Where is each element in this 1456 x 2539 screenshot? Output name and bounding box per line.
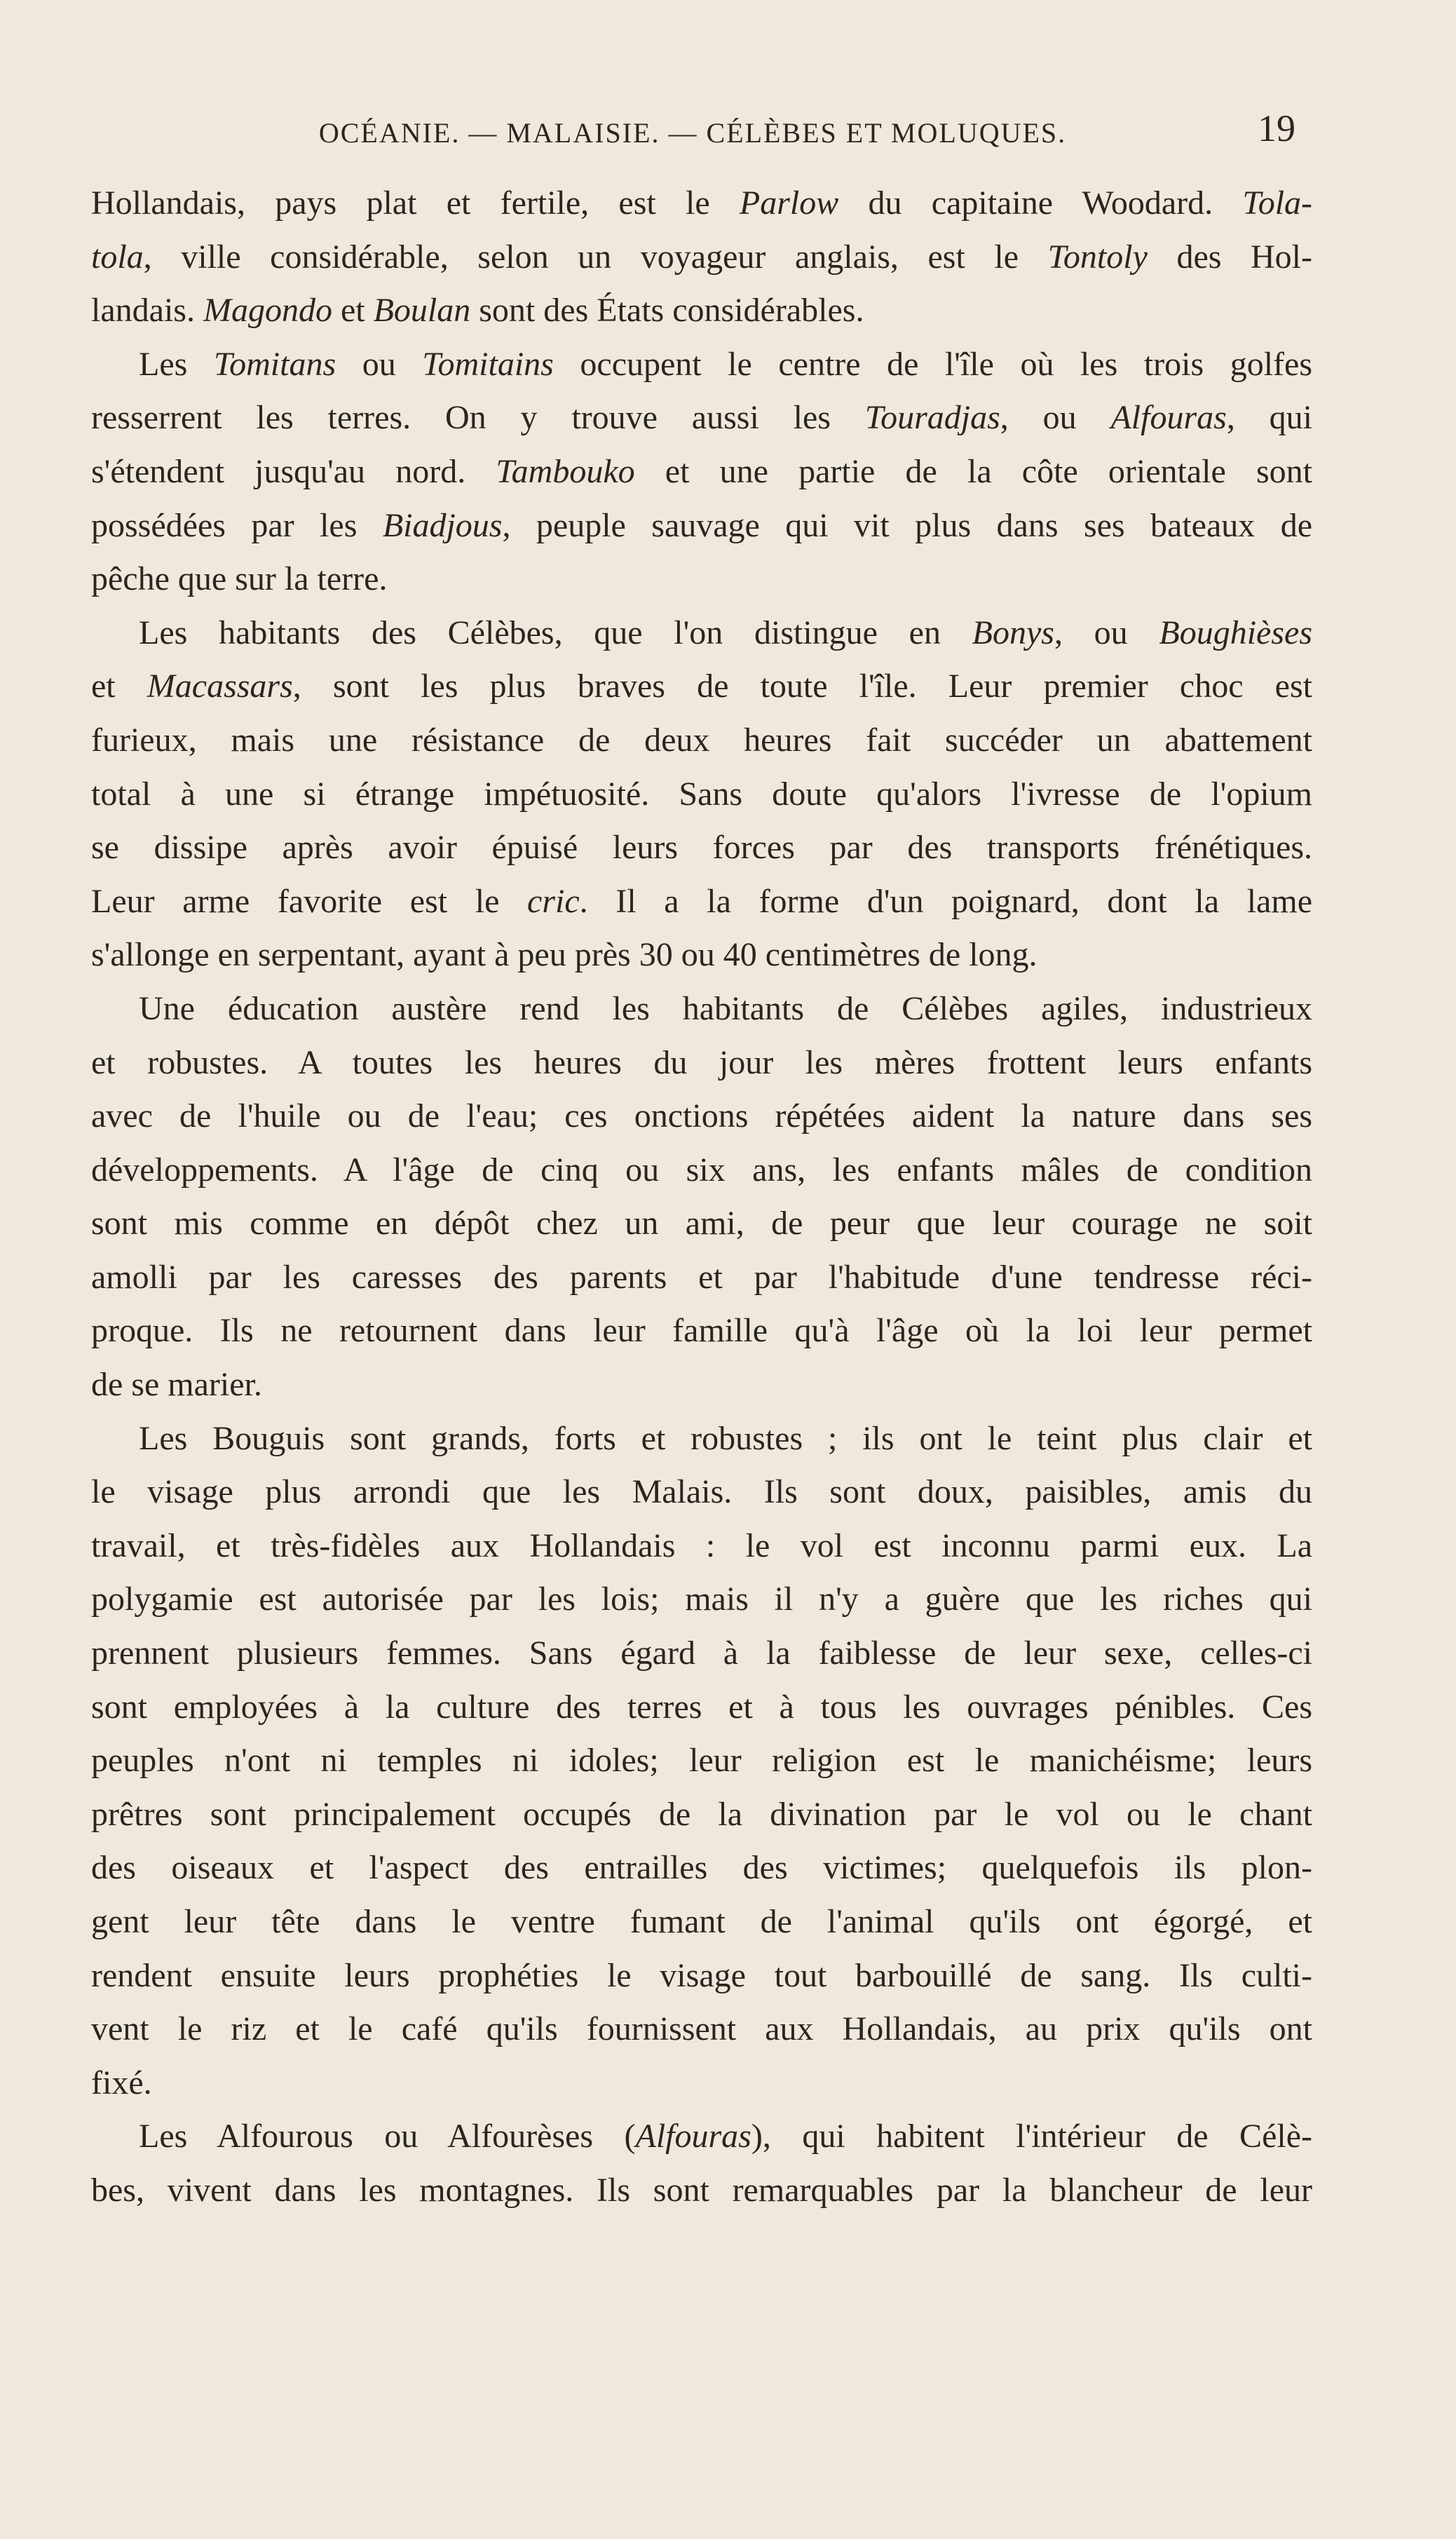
text-line	[91, 1949, 1312, 2003]
text-run: rendent ensuite leurs prophéties le visage tout barbouillé de sang. Ils culti-	[91, 1956, 1312, 1994]
text-line	[91, 2110, 1312, 2164]
text-run: . Il a la forme d'un poignard, dont la lame	[579, 882, 1313, 920]
text-run: , qui	[1226, 399, 1313, 437]
text-line	[91, 284, 1312, 338]
text-run: Les Bouguis sont grands, forts et robustes ; ils ont le teint plus clair et	[139, 1419, 1312, 1457]
page-number: 19	[1258, 107, 1295, 149]
text-line	[91, 982, 1312, 1036]
text-line	[91, 607, 1312, 661]
text-run: du capitaine Woodard.	[838, 184, 1243, 222]
text-line	[91, 714, 1312, 768]
text-run: de se marier.	[91, 1366, 262, 1404]
text-line	[91, 1358, 1312, 1412]
text-run: et	[332, 292, 374, 330]
text-run: Leur arme favorite est le	[91, 882, 528, 920]
italic-term: Tomitans	[213, 345, 336, 383]
text-run: et une partie de la côte orientale sont	[634, 452, 1312, 490]
text-line	[91, 553, 1312, 607]
body-text	[91, 177, 1312, 2218]
text-run: occupent le centre de l'île où les trois golfes	[553, 345, 1312, 383]
text-run: bes, vivent dans les montagnes. Ils sont remarquables par la blancheur de leur	[91, 2171, 1312, 2209]
text-run: sont employées à la culture des terres et à tous les ouvrages pénibles. Ces	[91, 1688, 1312, 1726]
text-line	[91, 1519, 1312, 1573]
text-run: Une éducation austère rend les habitants de Célèbes agiles, industrieux	[139, 989, 1312, 1027]
text-run: Hollandais, pays plat et fertile, est le	[91, 184, 740, 222]
text-line	[91, 2164, 1312, 2218]
text-run: des Hol-	[1147, 238, 1313, 276]
italic-term: Alfouras	[635, 2118, 751, 2155]
italic-term: Bonys	[972, 614, 1054, 651]
text-line	[91, 177, 1312, 231]
text-line	[91, 1465, 1312, 1519]
text-run: le visage plus arrondi que les Malais. Ils sont doux, paisibles, amis du	[91, 1473, 1312, 1511]
text-run: et robustes. A toutes les heures du jour les mères frottent leurs enfants	[91, 1043, 1312, 1081]
italic-term: Boulan	[373, 292, 471, 330]
text-run: resserrent les terres. On y trouve aussi les	[91, 399, 865, 437]
text-line	[91, 499, 1312, 553]
text-run: et	[91, 668, 147, 705]
text-run: total à une si étrange impétuosité. Sans doute qu'alors l'ivresse de l'opium	[91, 775, 1312, 813]
text-line	[91, 338, 1312, 392]
text-run: développements. A l'âge de cinq ou six ans, les enfants mâles de condition	[91, 1151, 1312, 1189]
text-run: s'étendent jusqu'au nord.	[91, 452, 496, 490]
text-run: proque. Ils ne retournent dans leur famille qu'à l'âge où la loi leur permet	[91, 1312, 1312, 1350]
italic-term: Boughièses	[1159, 614, 1312, 651]
text-run: sont des États considérables.	[470, 292, 864, 330]
text-line	[91, 1412, 1312, 1466]
italic-term: Parlow	[739, 184, 839, 222]
text-run: avec de l'huile ou de l'eau; ces onctions répétées aident la nature dans ses	[91, 1097, 1312, 1135]
text-line	[91, 1788, 1312, 1842]
text-run: landais.	[91, 292, 203, 330]
italic-term: Tontoly	[1047, 238, 1148, 276]
italic-term: Macassars	[147, 668, 293, 705]
text-run: amolli par les caresses des parents et par l'habitude d'une tendresse réci-	[91, 1258, 1312, 1296]
text-line	[91, 1090, 1312, 1144]
text-line	[91, 821, 1312, 875]
text-line	[91, 1734, 1312, 1788]
text-run: pêche que sur la terre.	[91, 560, 388, 598]
text-run: Les	[139, 345, 214, 383]
italic-term: Tambouko	[496, 452, 635, 490]
text-line	[91, 445, 1312, 499]
text-run: fixé.	[91, 2064, 152, 2101]
text-run: Les Alfourous ou Alfourèses (	[139, 2118, 636, 2155]
text-run: ), qui habitent l'intérieur de Célè-	[751, 2118, 1313, 2155]
text-run: sont mis comme en dépôt chez un ami, de peur que leur courage ne soit	[91, 1205, 1312, 1243]
text-line	[91, 1036, 1312, 1090]
italic-term: Magondo	[203, 292, 332, 330]
running-head	[90, 104, 1295, 167]
text-run: , ville considérable, selon un voyageur anglais, est le	[143, 238, 1048, 276]
text-run: possédées par les	[91, 506, 383, 544]
text-line	[91, 928, 1312, 982]
italic-term: Alfouras	[1110, 399, 1227, 437]
italic-term: Tomitains	[422, 345, 554, 383]
text-line	[91, 1144, 1312, 1198]
text-run: polygamie est autorisée par les lois; mais il n'y a guère que les riches qui	[91, 1580, 1312, 1618]
text-line	[91, 391, 1312, 445]
text-run: vent le riz et le café qu'ils fournissent aux Hollandais, au prix qu'ils ont	[91, 2010, 1312, 2048]
italic-term: Touradjas	[864, 399, 1000, 437]
text-run: prennent plusieurs femmes. Sans égard à la faiblesse de leur sexe, celles-ci	[91, 1634, 1312, 1672]
text-line	[91, 1627, 1312, 1681]
text-run: , sont les plus braves de toute l'île. Leur premier choc est	[292, 668, 1312, 705]
text-run: travail, et très-fidèles aux Hollandais : le vol est inconnu parmi eux. La	[91, 1526, 1312, 1564]
text-line	[91, 1895, 1312, 1949]
text-line	[91, 2003, 1312, 2057]
italic-term: tola	[91, 238, 144, 276]
text-run: des oiseaux et l'aspect des entrailles des victimes; quelquefois ils plon-	[91, 1849, 1312, 1887]
text-line	[91, 2057, 1312, 2111]
italic-term: cric	[527, 882, 580, 920]
italic-term: Tola-	[1242, 184, 1313, 222]
text-line	[91, 231, 1312, 285]
text-run: ou	[336, 345, 423, 383]
text-run: s'allonge en serpentant, ayant à peu près 30 ou 40 centimètres de long.	[91, 936, 1037, 974]
text-line	[91, 1197, 1312, 1251]
text-line	[91, 768, 1312, 822]
text-run: , peuple sauvage qui vit plus dans ses bateaux de	[502, 506, 1312, 544]
text-line	[91, 1251, 1312, 1305]
text-line	[91, 1573, 1312, 1627]
text-line	[91, 660, 1312, 714]
text-line	[91, 875, 1312, 929]
text-run: gent leur tête dans le ventre fumant de l'animal qu'ils ont égorgé, et	[91, 1903, 1312, 1940]
text-run: peuples n'ont ni temples ni idoles; leur religion est le manichéisme; leurs	[91, 1742, 1312, 1780]
italic-term: Biadjous	[382, 506, 503, 544]
text-line	[91, 1841, 1312, 1895]
text-line	[91, 1681, 1312, 1735]
text-run: , ou	[1054, 614, 1159, 651]
text-run: Les habitants des Célèbes, que l'on distingue en	[139, 614, 972, 651]
text-run: furieux, mais une résistance de deux heures fait succéder un abattement	[91, 721, 1312, 759]
running-title: OCÉANIE. — MALAISIE. — CÉLÈBES ET MOLUQUES.	[318, 117, 1067, 149]
text-line	[91, 1304, 1312, 1358]
text-run: se dissipe après avoir épuisé leurs forces par des transports frénétiques.	[91, 829, 1312, 867]
text-run: , ou	[1000, 399, 1111, 437]
text-run: prêtres sont principalement occupés de la divination par le vol ou le chant	[91, 1795, 1312, 1833]
